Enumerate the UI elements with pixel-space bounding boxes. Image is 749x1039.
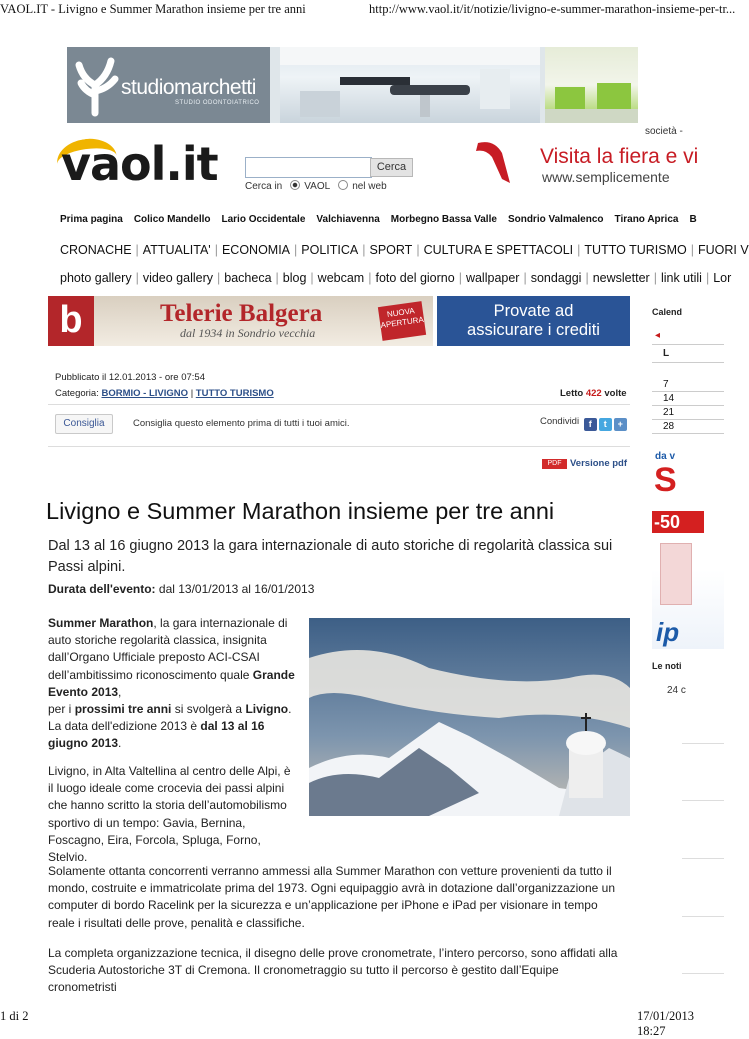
nav-item[interactable]: B	[689, 214, 697, 225]
nav-item[interactable]: foto del giorno	[375, 271, 455, 285]
nav-secondary: CRONACHE | ATTUALITA' | ECONOMIA | POLITICA | SPORT | CULTURA E SPETTACOLI | TUTTO TURISMO | FUORI V	[60, 243, 749, 257]
nav-item[interactable]: Sondrio Valmalenco	[507, 214, 604, 225]
nav-item[interactable]: link utili	[660, 271, 702, 285]
article-subtitle: Dal 13 al 16 giugno 2013 la gara internazionale di auto storiche di regolarità classica sui Passi alpini.	[48, 538, 613, 575]
nav-item[interactable]: Lario Occidentale	[221, 214, 306, 225]
site-logo[interactable]: vaol.it	[61, 137, 218, 191]
paragraph-3: Solamente ottanta concorrenti verranno ammessi alla Summer Marathon con vetture provenienti da tutto il mondo, costruite e immatricolate prima del 1973. Ogni equipaggio avrà in dotazione dall’organizzazione un computer di bordo Racelink per la sicurezza e un’applicazione per iPhone e iPad per visionare in tempo reale i risultati delle prove, penalità e classifiche.	[48, 864, 615, 930]
calendar-day[interactable]: 14	[663, 393, 675, 404]
divider	[652, 419, 724, 420]
news-title: Le noti	[652, 661, 682, 671]
nav-item[interactable]: sondaggi	[530, 271, 582, 285]
paragraph-2: Livigno, in Alta Valtellina al centro delle Alpi, è il luogo ideale come crocevia dei passi alpini che hanno scritto la storia dell’automobilismo sportivo di un tempo: Gavia, Bernina, Foscagno, Eira, Forcola, Spluga, Forno, Stelvio.	[48, 764, 291, 865]
top-banner[interactable]	[67, 47, 638, 123]
nav-item[interactable]: ATTUALITA'	[142, 243, 211, 257]
nav-item[interactable]: blog	[282, 271, 307, 285]
nav-item[interactable]: Lor	[713, 271, 732, 285]
recommend-button[interactable]: Consiglia	[55, 414, 113, 434]
print-footer-page: 1 di 2	[0, 1009, 29, 1023]
telerie-balgera-ad[interactable]: b Telerie Balgera dal 1934 in Sondrio vecchia NUOVA APERTURA	[48, 296, 433, 346]
nav-item[interactable]: Valchiavenna	[316, 214, 380, 225]
read-count: Letto 422 volte	[560, 388, 627, 399]
weekday-label: L	[663, 348, 670, 359]
divider	[48, 446, 630, 447]
published-date: Pubblicato il 12.01.2013 - ore 07:54	[55, 372, 205, 383]
calendar-day[interactable]: 21	[663, 407, 675, 418]
share-icon[interactable]: +	[614, 418, 627, 431]
mountain-photo	[309, 618, 630, 816]
divider	[652, 362, 724, 363]
tree-icon	[73, 55, 123, 115]
category-line: Categoria: BORMIO - LIVIGNO | TUTTO TURISMO	[55, 388, 274, 399]
paragraph-4: La completa organizzazione tecnica, il disegno delle prove cronometrate, l’intero percorso, sono affidati alla Scuderia Autostoriche 3T di Cremona. Il cronometraggio su tutto il percorso è gestito dall’Equipe cronometristi	[48, 946, 618, 995]
search-button[interactable]: Cerca	[370, 158, 413, 177]
nav-item[interactable]: Tirano Aprica	[614, 214, 679, 225]
nav-item[interactable]: FUORI V	[697, 243, 749, 257]
divider	[652, 433, 724, 434]
nav-item[interactable]: Prima pagina	[60, 214, 123, 225]
divider	[48, 404, 630, 405]
nav-item[interactable]: wallpaper	[465, 271, 520, 285]
sidebar-ad[interactable]: da v S -50 ip	[652, 451, 724, 649]
category-link[interactable]: TUTTO TURISMO	[195, 388, 274, 399]
nav-item[interactable]: webcam	[317, 271, 365, 285]
nav-item[interactable]: CRONACHE	[60, 243, 132, 257]
divider	[652, 405, 724, 406]
search-scope: Cerca in VAOL nel web	[245, 181, 387, 192]
nav-tertiary: photo gallery | video gallery | bacheca | blog | webcam | foto del giorno | wallpaper | sondaggi | newsletter | link utili | Lor	[60, 271, 732, 285]
nav-item[interactable]: newsletter	[592, 271, 650, 285]
fair-banner[interactable]: Visita la fiera e vi www.semplicemente	[472, 139, 684, 187]
nav-item[interactable]: ECONOMIA	[221, 243, 291, 257]
event-duration: Durata dell'evento: dal 13/01/2013 al 16/01/2013	[48, 582, 315, 596]
category-link[interactable]: BORMIO - LIVIGNO	[101, 388, 189, 399]
crediti-ad[interactable]: Provate ad assicurare i crediti	[437, 296, 630, 346]
calendar-day[interactable]: 28	[663, 421, 675, 432]
share-bar: Condividi f t +	[540, 416, 627, 431]
recommend-text: Consiglia questo elemento prima di tutti i tuoi amici.	[133, 418, 350, 429]
divider	[652, 344, 724, 345]
nav-item[interactable]: CULTURA E SPETTACOLI	[423, 243, 574, 257]
twitter-icon[interactable]: t	[599, 418, 612, 431]
calendar-day[interactable]: 7	[663, 379, 669, 390]
article-title: Livigno e Summer Marathon insieme per tre anni	[46, 498, 555, 524]
search-input[interactable]	[245, 157, 372, 178]
radio-web[interactable]	[338, 180, 348, 190]
radio-vaol[interactable]	[290, 180, 300, 190]
ribbon-icon	[472, 139, 510, 185]
societa-link[interactable]: società -	[645, 126, 683, 137]
print-header-url: http://www.vaol.it/it/notizie/livigno-e-summer-marathon-insieme-per-tr...	[369, 2, 736, 16]
calendar-title: Calend	[652, 307, 683, 317]
print-footer-datetime: 17/01/2013 18:27	[637, 1009, 694, 1038]
pdf-version-link[interactable]: Versione pdf	[570, 458, 628, 469]
divider	[652, 391, 724, 392]
waiting-room-photo	[545, 47, 638, 123]
nav-item[interactable]: Colico Mandello	[133, 214, 211, 225]
nav-primary	[60, 214, 708, 225]
studiomarchetti-logo: studiomarchetti STUDIO ODONTOIATRICO	[67, 47, 270, 123]
news-date: 24 c	[667, 685, 686, 696]
nav-item[interactable]: POLITICA	[301, 243, 359, 257]
nav-item[interactable]: TUTTO TURISMO	[584, 243, 687, 257]
nav-item[interactable]: photo gallery	[60, 271, 132, 285]
paragraph-1: Summer Marathon, la gara internazionale di auto storiche regolarità classica, insignita dall’Organo Ufficiale preposto ACI-CSAI dell’ambitissimo riconoscimento quale Grande Evento 2013, per i prossimi tre anni si svolgerà a Livigno. La data dell'edizione 2013 è dal 13 al 16 giugno 2013.	[48, 616, 295, 751]
print-header-title: VAOL.IT - Livigno e Summer Marathon insieme per tre anni	[0, 2, 306, 16]
pdf-icon: PDF	[542, 459, 567, 469]
nav-item[interactable]: SPORT	[369, 243, 413, 257]
nav-item[interactable]: bacheca	[224, 271, 272, 285]
calendar-prev-icon[interactable]: ◂	[655, 330, 661, 341]
facebook-icon[interactable]: f	[584, 418, 597, 431]
nav-item[interactable]: video gallery	[142, 271, 214, 285]
nav-item[interactable]: Morbegno Bassa Valle	[390, 214, 497, 225]
dental-chair-photo	[280, 47, 540, 123]
